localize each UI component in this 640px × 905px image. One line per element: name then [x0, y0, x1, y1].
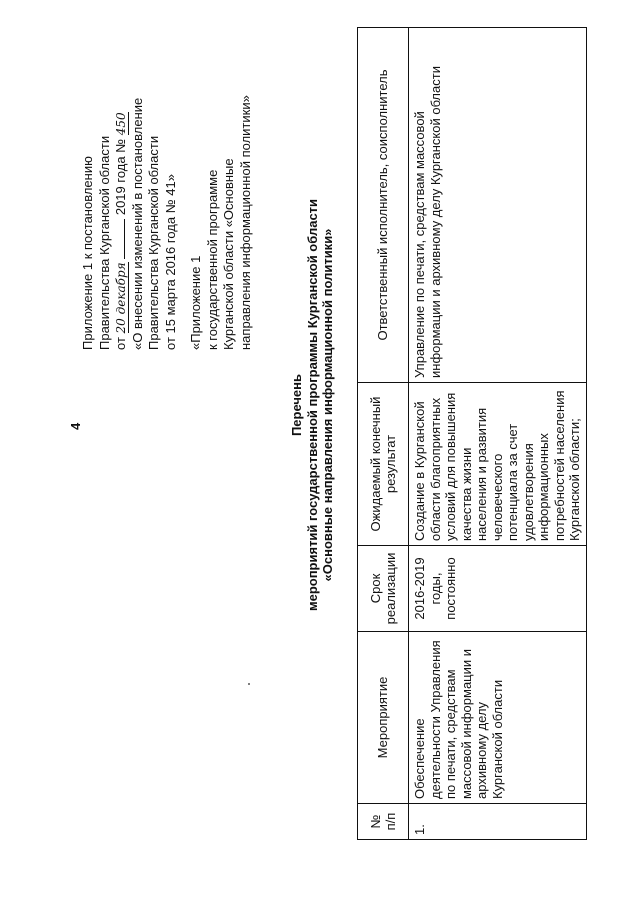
scan-speck — [248, 683, 250, 685]
header-term: Срок реализации — [358, 546, 409, 632]
approval-block — [80, 5, 179, 350]
handwritten-date: 20 декабря — [114, 262, 128, 334]
header-result: Ожидаемый конечный результат — [358, 383, 409, 546]
approval-year-text: 2019 года № — [113, 138, 128, 216]
document-title — [289, 195, 336, 615]
title-line: мероприятий государственной программы Курганской области — [304, 198, 320, 612]
title-line: Перечень — [289, 373, 304, 437]
reference-line: направления информационной политики» — [237, 95, 253, 350]
approval-date-line — [113, 5, 130, 350]
reference-line: «Приложение 1 — [188, 255, 203, 350]
approval-line: Правительства Курганской области — [146, 135, 161, 350]
approval-date-prefix: от — [113, 337, 128, 350]
header-executor: Ответственный исполнитель, соисполнитель — [358, 28, 409, 383]
table-header-row — [358, 28, 409, 840]
cell-activity: Обеспечение деятельности Управления по печати, средствам массовой информации и архивному делу Курганской области — [409, 632, 587, 804]
approval-line: Правительства Курганской области — [96, 135, 112, 350]
header-num: № п/п — [358, 804, 409, 840]
activities-table — [357, 27, 587, 840]
date-blank — [113, 219, 125, 259]
reference-block — [188, 5, 254, 350]
table-row — [409, 28, 587, 840]
approval-line: Приложение 1 к постановлению — [80, 156, 95, 350]
approval-line: «О внесении изменений в постановление — [129, 97, 145, 350]
cell-result: Создание в Курганской области благоприятных условий для повышения качества жизни населения и развития человеческого потенциала за счет удовлетворения информационных потребностей населения Курганской области; — [409, 383, 587, 546]
page-number: 4 — [68, 422, 83, 430]
handwritten-number: 450 — [114, 112, 128, 136]
reference-line: Курганской области «Основные — [221, 158, 236, 350]
title-line: «Основные направления информационной политики» — [320, 228, 335, 582]
cell-num: 1. — [409, 804, 587, 840]
cell-term: 2016-2019 годы, постоянно — [409, 546, 587, 632]
header-activity: Мероприятие — [358, 632, 409, 804]
reference-line: к государственной программе — [204, 169, 220, 350]
cell-executor: Управление по печати, средствам массовой информации и архивному делу Курганской области — [409, 28, 587, 383]
approval-line: от 15 марта 2016 года № 41» — [162, 174, 178, 350]
